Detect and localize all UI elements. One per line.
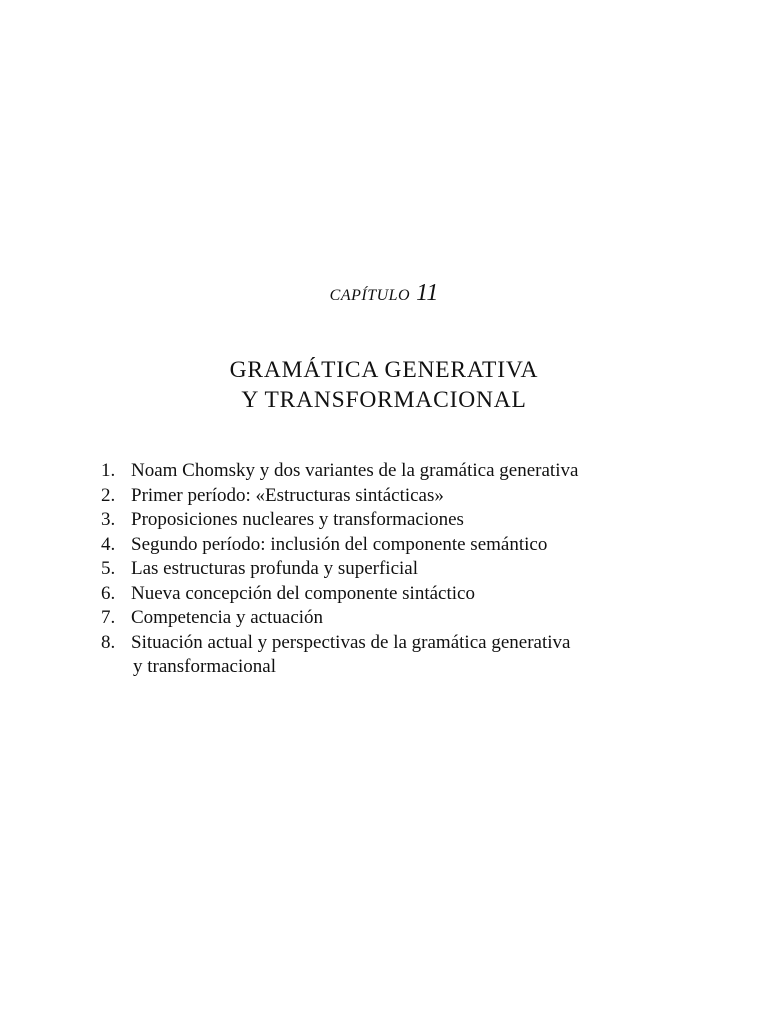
item-number: 1. <box>101 460 116 481</box>
list-item <box>101 459 741 484</box>
item-text: Situación actual y perspectivas de la gramática generativa <box>131 631 571 653</box>
item-text: Proposiciones nucleares y transformaciones <box>131 509 464 530</box>
chapter-contents-list <box>101 459 741 680</box>
item-text: Las estructuras profunda y superficial <box>131 558 419 579</box>
item-text: Primer período: «Estructuras sintácticas» <box>131 484 444 506</box>
item-text-wrapper <box>131 631 570 680</box>
item-text: Segundo período: inclusión del componente semántico <box>131 533 548 555</box>
item-text: Competencia y actuación <box>131 607 324 628</box>
list-item <box>101 508 741 533</box>
chapter-title <box>0 355 768 415</box>
list-item <box>101 582 741 607</box>
item-number: 7. <box>101 607 116 628</box>
list-item <box>101 484 741 509</box>
item-text: Nueva concepción del componente sintáctico <box>131 582 475 604</box>
item-number: 4. <box>101 533 116 555</box>
list-item <box>101 631 741 680</box>
item-text: Noam Chomsky y dos variantes de la gramática generativa <box>131 460 579 481</box>
chapter-label: CAPÍTULO <box>329 287 411 304</box>
chapter-heading <box>0 280 768 307</box>
chapter-number: 11 <box>416 280 439 306</box>
item-number: 5. <box>101 558 116 579</box>
item-number: 8. <box>101 631 116 653</box>
item-text-continuation: y transformacional <box>133 656 276 677</box>
list-item <box>101 557 741 582</box>
item-number: 3. <box>101 509 116 530</box>
list-item <box>101 533 741 558</box>
item-number: 6. <box>101 582 116 604</box>
chapter-title-line-1: GRAMÁTICA GENERATIVA <box>229 357 539 383</box>
item-number: 2. <box>101 484 116 506</box>
list-item <box>101 606 741 631</box>
chapter-title-line-2: Y TRANSFORMACIONAL <box>241 387 527 413</box>
